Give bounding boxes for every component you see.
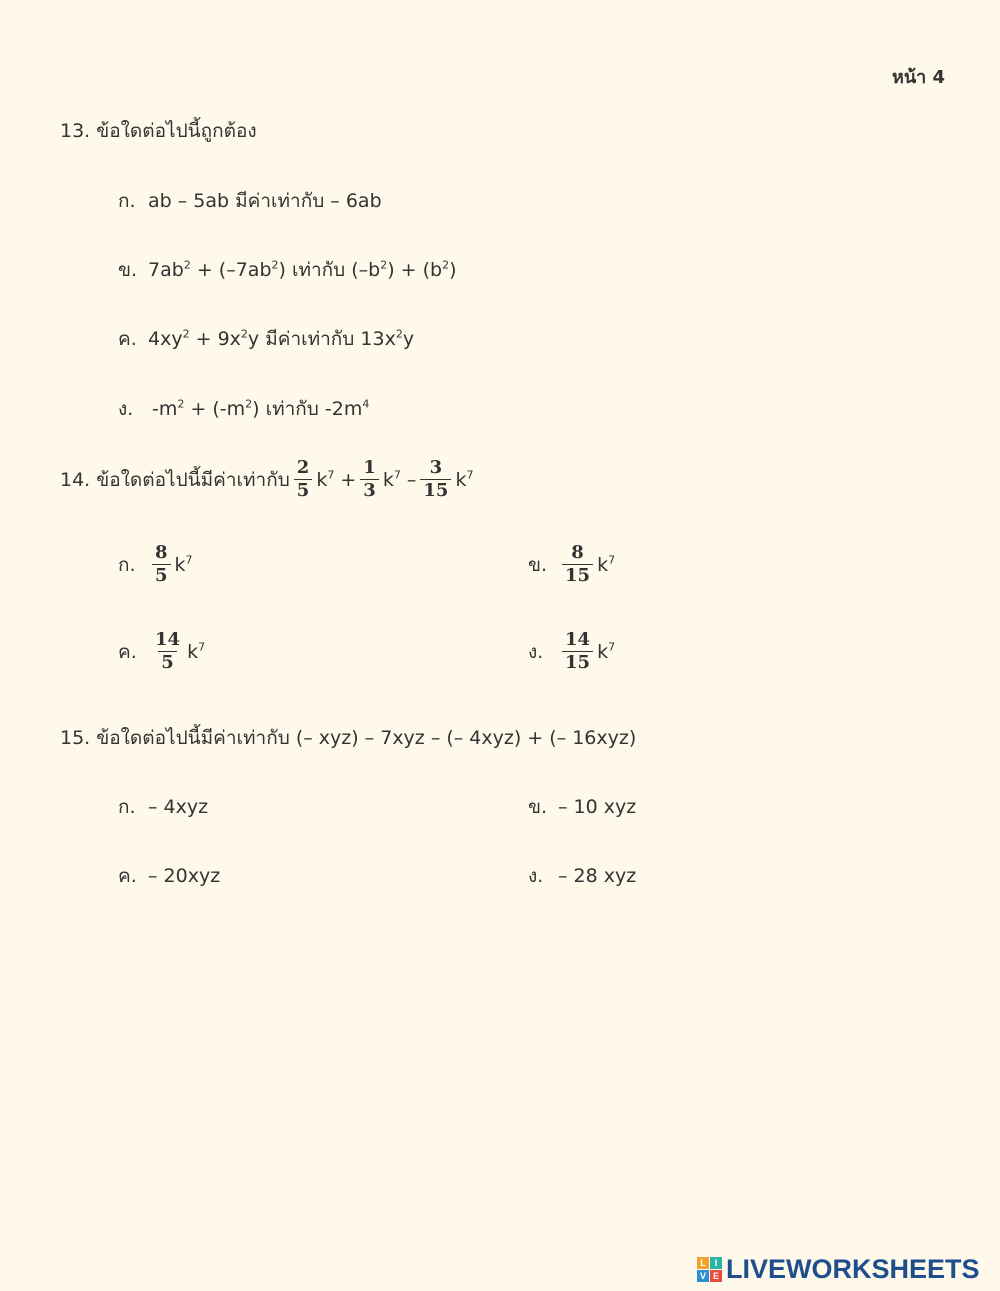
- question-14-title: 14. ข้อใดต่อไปนี้มีค่าเท่ากับ $\frac{2}{5}$ $k^7$ + $\frac{1}{3}$ $k^7$ – $\frac{3}{15}$ $k^7$: [60, 457, 474, 501]
- logo-icon: [697, 1257, 722, 1282]
- option-label: ค.: [118, 640, 137, 663]
- fraction: $\frac{8}{5}$: [152, 542, 171, 587]
- option-label: ก.: [118, 796, 136, 818]
- q15-option-d[interactable]: [528, 861, 636, 891]
- q14-option-c[interactable]: ค. $\frac{14}{5}$ $k^7$: [118, 629, 206, 673]
- logo-text: LIVEWORKSHEETS: [726, 1254, 980, 1284]
- option-text: – 10 xyz: [558, 796, 637, 818]
- option-label: ก.: [118, 190, 136, 212]
- fraction: $\frac{2}{5}$: [294, 457, 313, 502]
- question-15-title: 15. ข้อใดต่อไปนี้มีค่าเท่ากับ (– xyz) – 7xyz – (– 4xyz) + (– 16xyz): [60, 727, 637, 749]
- option-text: – 28 xyz: [558, 865, 637, 887]
- fraction: $\frac{14}{5}$: [155, 629, 181, 673]
- option-label: ก.: [118, 553, 136, 576]
- q13-option-c[interactable]: [118, 324, 414, 354]
- option-label: ข.: [118, 259, 138, 281]
- liveworksheets-logo[interactable]: [697, 1254, 980, 1285]
- logo-tile: E: [710, 1270, 722, 1282]
- option-text: $7ab^2 + (-7ab^2)$ เท่ากับ $(-b^2) + (b^2)$: [148, 258, 457, 281]
- option-text: ab – 5ab มีค่าเท่ากับ – 6ab: [148, 190, 382, 212]
- option-label: ข.: [528, 553, 548, 576]
- question-13-title: 13. ข้อใดต่อไปนี้ถูกต้อง: [60, 120, 257, 142]
- option-text: $-m^2 + (-m^2)$ เท่ากับ $-2m^4$: [152, 397, 370, 420]
- logo-tile: L: [697, 1257, 709, 1269]
- q14-option-a[interactable]: ก. $\frac{8}{5}$ $k^7$: [118, 542, 193, 586]
- q13-option-d[interactable]: [118, 394, 369, 424]
- logo-tile: V: [697, 1270, 709, 1282]
- option-text: – 20xyz: [148, 865, 221, 887]
- page-number: หน้า 4: [892, 67, 946, 88]
- fraction: $\frac{3}{15}$: [420, 457, 451, 502]
- q13-option-a[interactable]: [118, 186, 382, 216]
- logo-tile: I: [710, 1257, 722, 1269]
- fraction: $\frac{14}{15}$: [562, 629, 593, 674]
- q14-option-d[interactable]: ง. $\frac{14}{15}$ $k^7$: [528, 629, 616, 673]
- option-text: – 4xyz: [148, 796, 209, 818]
- q15-option-a[interactable]: [118, 792, 208, 822]
- option-label: ค.: [118, 865, 137, 887]
- option-text: $4xy^2 + 9x^2y$ มีค่าเท่ากับ $13x^2y$: [148, 327, 415, 350]
- option-label: ง.: [528, 640, 544, 663]
- q13-option-b[interactable]: [118, 255, 457, 285]
- option-label: ง.: [118, 398, 134, 420]
- option-label: ค.: [118, 328, 137, 350]
- option-label: ง.: [528, 865, 544, 887]
- q15-option-c[interactable]: [118, 861, 220, 891]
- fraction: $\frac{8}{15}$: [562, 542, 593, 587]
- option-label: ข.: [528, 796, 548, 818]
- q14-option-b[interactable]: ข. $\frac{8}{15}$ $k^7$: [528, 542, 616, 586]
- q15-option-b[interactable]: [528, 792, 636, 822]
- fraction: $\frac{1}{3}$: [360, 457, 379, 502]
